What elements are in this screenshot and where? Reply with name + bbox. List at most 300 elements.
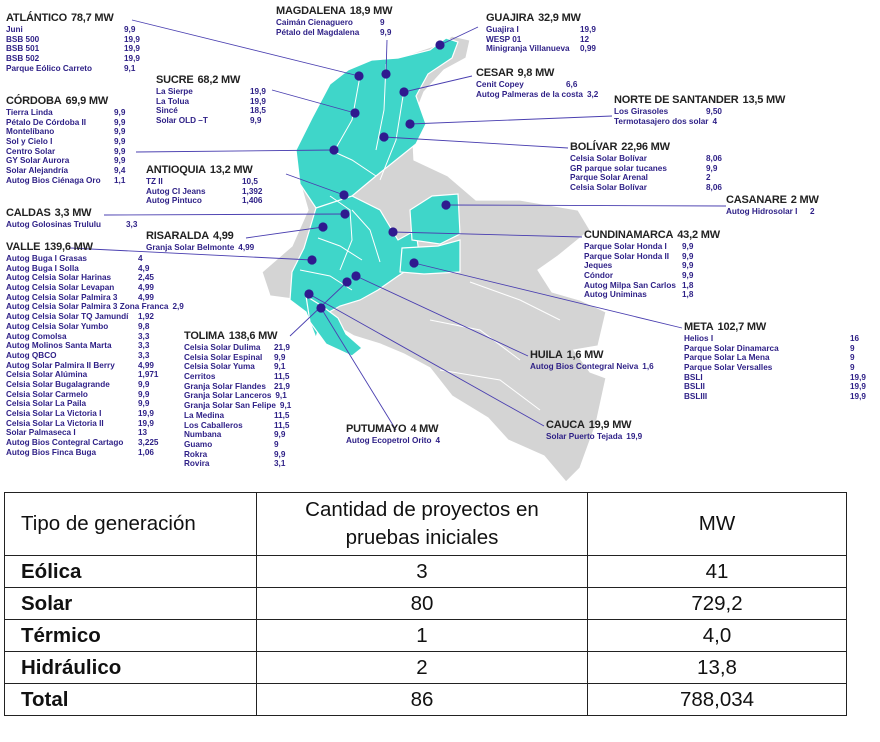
project-row — [6, 108, 144, 118]
project-mw: 3,2 — [586, 89, 599, 99]
cell-cantidad: 1 — [257, 620, 588, 652]
cell-tipo: Total — [5, 684, 257, 716]
project-mw: 19,9 — [626, 432, 643, 441]
project-row — [184, 343, 304, 353]
project-row — [146, 196, 272, 206]
project-row — [6, 332, 168, 342]
project-row — [570, 173, 736, 183]
project-name: Caimán Cienaguero — [276, 18, 353, 27]
project-row — [184, 382, 304, 392]
project-row — [684, 373, 880, 383]
project-row — [6, 25, 154, 35]
project-row — [684, 353, 880, 363]
project-name: Juni — [6, 25, 23, 34]
project-name: Celsia Solar Espinal — [184, 352, 263, 362]
project-row — [6, 341, 168, 351]
project-name: Celsia Solar Bolívar — [570, 154, 647, 163]
project-name: Granja Solar Lanceros — [184, 391, 272, 401]
project-mw: 4,99 — [238, 243, 255, 252]
region-name: CÓRDOBA — [6, 95, 62, 107]
project-row — [146, 187, 272, 197]
region-guajira — [486, 12, 610, 54]
project-name: Autog Ecopetrol Orito — [346, 436, 432, 445]
project-row — [6, 137, 144, 147]
project-row — [486, 25, 610, 35]
project-name: Celsia Solar Dulima — [184, 343, 261, 352]
project-name: Parque Solar Versalles — [684, 363, 773, 373]
project-name: Centro Solar — [6, 146, 56, 156]
project-name: Pétalo del Magdalena — [276, 27, 360, 37]
project-mw: 9,9 — [114, 108, 126, 117]
region-mw: 22,96 MW — [621, 141, 670, 153]
project-name: Tierra Linda — [6, 108, 53, 117]
project-name: Autog Milpa San Carlos — [584, 280, 676, 290]
project-name: Sincé — [156, 106, 178, 116]
project-row — [584, 252, 712, 262]
table-row — [5, 556, 847, 588]
project-mw: 19,9 — [138, 418, 154, 428]
project-mw: 9,1 — [279, 401, 292, 411]
project-row — [156, 87, 280, 97]
region-title — [156, 74, 280, 86]
region-name: NORTE DE SANTANDER — [614, 94, 739, 106]
project-name: Autog Pintuco — [146, 196, 202, 206]
table-row-total — [5, 684, 847, 716]
project-mw: 4,99 — [138, 292, 154, 302]
project-name: GY Solar Aurora — [6, 156, 70, 166]
project-name: La Sierpe — [156, 87, 193, 96]
project-row — [6, 438, 168, 448]
project-row — [6, 419, 168, 429]
project-row — [6, 254, 168, 264]
cell-tipo: Térmico — [5, 620, 257, 652]
project-mw: 9 — [850, 363, 855, 373]
project-row — [6, 283, 168, 293]
project-name: Autog Bios Contegral Neiva — [530, 362, 639, 371]
project-mw: 9 — [850, 343, 855, 353]
region-mw: 68,2 MW — [197, 74, 241, 86]
region-tolima — [184, 330, 304, 469]
project-mw: 9 — [380, 18, 385, 27]
project-name: Guajira I — [486, 25, 519, 34]
project-row — [6, 293, 168, 303]
project-row — [6, 44, 154, 54]
project-name: Autog Molinos Santa Marta — [6, 341, 112, 351]
project-mw: 1,971 — [138, 370, 159, 380]
region-name: CAUCA — [546, 419, 585, 431]
project-name: Helios I — [684, 334, 714, 343]
project-name: La Medina — [184, 410, 225, 420]
project-mw: 3,3 — [138, 350, 150, 360]
project-mw: 21,9 — [274, 343, 290, 352]
region-name: GUAJIRA — [486, 12, 535, 24]
project-name: Los Caballeros — [184, 420, 243, 430]
project-row — [6, 380, 168, 390]
project-name: GR parque solar tucanes — [570, 163, 667, 173]
region-title — [6, 12, 154, 24]
project-name: Autog Celsia Solar Yumbo — [6, 321, 109, 331]
project-mw: 9,9 — [250, 116, 262, 126]
project-row — [6, 127, 144, 137]
region-title — [570, 141, 736, 153]
project-name: Autog Buga I Solla — [6, 263, 79, 273]
project-row — [726, 207, 840, 217]
project-mw: 4 — [712, 116, 718, 126]
region-cundinamarca — [584, 229, 720, 300]
region-title — [6, 95, 144, 107]
project-row — [614, 107, 736, 117]
project-mw: 2,9 — [172, 302, 184, 312]
summary-table — [4, 492, 847, 716]
region-mw: 4 MW — [410, 423, 439, 435]
project-mw: 1,92 — [138, 312, 154, 322]
region-name: CASANARE — [726, 194, 787, 206]
region-mw: 139,6 MW — [44, 241, 93, 253]
table-row — [5, 652, 847, 684]
region-name: META — [684, 321, 714, 333]
project-row — [6, 448, 168, 458]
region-cordoba — [6, 95, 144, 186]
project-mw: 19,9 — [138, 409, 154, 418]
project-name: Solar OLD –T — [156, 116, 208, 126]
project-mw: 19,9 — [124, 34, 140, 44]
project-name: Autog Solar Palmira II Berry — [6, 360, 115, 370]
project-name: Autog Bios Contegral Cartago — [6, 438, 124, 448]
project-name: BSLII — [684, 382, 705, 392]
project-mw: 3,1 — [274, 459, 286, 469]
project-name: BSB 501 — [6, 44, 40, 54]
project-mw: 18,5 — [250, 106, 266, 116]
region-title — [6, 241, 168, 253]
cell-tipo: Eólica — [5, 556, 257, 588]
project-mw: 19,9 — [850, 392, 866, 402]
project-mw: 19,9 — [850, 382, 866, 392]
project-mw: 11,5 — [274, 420, 290, 430]
project-row — [146, 177, 272, 187]
table-row — [5, 620, 847, 652]
project-name: BSLI — [684, 372, 703, 382]
project-row — [6, 35, 154, 45]
project-mw: 11,5 — [274, 410, 290, 420]
project-mw: 9,9 — [274, 430, 286, 440]
project-name: Termotasajero dos solar — [614, 116, 709, 126]
project-mw: 19,9 — [124, 54, 140, 64]
project-mw: 21,9 — [274, 381, 290, 391]
project-row — [486, 44, 610, 54]
region-mw: 19,9 MW — [588, 419, 632, 431]
project-mw: 1,392 — [242, 186, 263, 196]
project-name: Rokra — [184, 449, 208, 459]
project-mw: 1,8 — [682, 280, 694, 290]
project-mw: 9,9 — [682, 261, 694, 271]
project-row — [584, 281, 712, 291]
cell-mw: 729,2 — [588, 588, 847, 620]
project-name: Solar Puerto Tejada — [546, 432, 623, 441]
project-row — [584, 271, 712, 281]
project-row — [276, 18, 410, 28]
project-mw: 9,50 — [706, 107, 722, 116]
project-name: Cóndor — [584, 271, 614, 281]
region-mw: 32,9 MW — [538, 12, 581, 24]
region-cesar — [476, 67, 599, 99]
region-meta — [684, 321, 880, 402]
region-casanare — [726, 194, 840, 217]
project-row — [570, 164, 736, 174]
project-name: Solar Palmaseca I — [6, 428, 76, 438]
project-mw: 9,9 — [114, 137, 126, 147]
region-mw: 78,7 MW — [70, 12, 114, 24]
project-row — [6, 176, 144, 186]
project-name: Celsia Solar La Victoria II — [6, 418, 104, 428]
project-name: Solar Alejandría — [6, 166, 69, 176]
project-name: BSB 500 — [6, 34, 40, 44]
project-mw: 6,6 — [566, 80, 578, 89]
project-name: La Tolua — [156, 96, 190, 106]
project-row — [276, 28, 410, 38]
project-name: Parque Solar Honda I — [584, 242, 667, 251]
project-mw: 19,9 — [250, 87, 266, 96]
project-name: Parque Solar Dinamarca — [684, 343, 779, 353]
project-mw: 4,99 — [138, 283, 154, 293]
project-mw: 19,9 — [250, 96, 266, 106]
project-mw: 1,1 — [114, 175, 126, 185]
project-mw: 9,8 — [138, 321, 150, 331]
project-row — [184, 440, 304, 450]
project-row — [184, 421, 304, 431]
project-row — [6, 399, 168, 409]
project-row — [184, 353, 304, 363]
project-row — [6, 156, 144, 166]
project-mw: 9,9 — [380, 27, 392, 37]
project-mw: 11,5 — [274, 372, 290, 382]
header-cantidad — [257, 493, 588, 556]
region-mw: 3,3 MW — [54, 207, 92, 219]
project-name: Autog Celsia Solar Palmira 3 Zona Franca — [6, 302, 169, 312]
region-name: RISARALDA — [146, 230, 209, 242]
project-row — [530, 362, 654, 372]
project-mw: 9,4 — [114, 166, 126, 176]
project-row — [346, 436, 440, 446]
project-name: Autog Uniminas — [584, 290, 647, 300]
project-name: Pétalo De Córdoba II — [6, 117, 87, 127]
cell-tipo: Hidráulico — [5, 652, 257, 684]
project-name: Celsia Solar Yuma — [184, 362, 255, 372]
project-row — [184, 450, 304, 460]
project-row — [546, 432, 642, 442]
cell-mw: 13,8 — [588, 652, 847, 684]
project-name: WESP 01 — [486, 34, 522, 44]
project-row — [6, 273, 168, 283]
region-title — [6, 207, 156, 219]
project-row — [184, 372, 304, 382]
project-mw: 9 — [274, 439, 279, 449]
project-mw: 9,9 — [682, 242, 694, 251]
project-mw: 9,9 — [274, 449, 286, 459]
project-name: Parque Solar Honda II — [584, 251, 670, 261]
project-mw: 4,9 — [138, 263, 150, 273]
project-row — [6, 264, 168, 274]
region-title — [530, 349, 654, 361]
project-mw: 9,9 — [138, 389, 150, 399]
project-mw: 3,225 — [138, 438, 159, 448]
project-name: Autog Celsia Solar Palmira 3 — [6, 292, 118, 302]
project-mw: 9,9 — [682, 271, 694, 281]
project-row — [6, 351, 168, 361]
project-row — [6, 361, 168, 371]
project-row — [684, 392, 880, 402]
region-atlantico — [6, 12, 154, 73]
project-mw: 9,9 — [682, 251, 694, 261]
region-norte-de-santander — [614, 94, 785, 126]
region-mw: 13,2 MW — [209, 164, 253, 176]
project-mw: 4,99 — [138, 360, 154, 370]
region-title — [684, 321, 880, 333]
project-row — [156, 106, 280, 116]
region-name: MAGDALENA — [276, 5, 346, 17]
project-name: Cerritos — [184, 372, 216, 382]
project-mw: 9,9 — [124, 25, 136, 34]
project-mw: 3,3 — [126, 220, 138, 229]
project-name: Sol y Cielo I — [6, 137, 53, 147]
region-valle — [6, 241, 184, 457]
project-row — [6, 147, 144, 157]
region-huila — [530, 349, 654, 372]
project-row — [570, 154, 736, 164]
region-title — [146, 164, 272, 176]
project-name: Autog Hidrosolar I — [726, 207, 798, 216]
project-mw: 1,6 — [642, 362, 654, 371]
region-mw: 18,9 MW — [349, 5, 393, 17]
region-name: TOLIMA — [184, 330, 225, 342]
project-row — [584, 242, 712, 252]
project-mw: 2,45 — [138, 273, 154, 283]
project-name: Autog CI Jeans — [146, 186, 206, 196]
project-name: Autog Celsia Solar TQ Jamundí — [6, 312, 129, 322]
project-mw: 9,9 — [138, 399, 150, 409]
cell-cantidad: 80 — [257, 588, 588, 620]
project-mw: 9,9 — [114, 146, 126, 156]
project-name: Jeques — [584, 261, 613, 271]
project-name: BSLIII — [684, 392, 708, 402]
cell-cantidad: 3 — [257, 556, 588, 588]
region-name: BOLÍVAR — [570, 141, 618, 153]
project-row — [6, 370, 168, 380]
project-mw: 19,9 — [580, 25, 596, 34]
region-title — [546, 419, 642, 431]
project-name: Celsia Solar La Paila — [6, 399, 87, 409]
project-name: Numbana — [184, 430, 222, 440]
region-putumayo — [346, 423, 440, 446]
project-name: Rovira — [184, 459, 210, 469]
project-mw: 9,9 — [138, 379, 150, 389]
project-mw: 9,1 — [275, 391, 287, 401]
project-row — [6, 166, 144, 176]
project-name: BSB 502 — [6, 54, 40, 64]
project-row — [184, 430, 304, 440]
region-title — [346, 423, 440, 435]
project-name: Granja Solar San Felipe — [184, 401, 276, 411]
table-row — [5, 588, 847, 620]
project-mw: 13 — [138, 428, 148, 438]
project-row — [184, 362, 304, 372]
project-row — [486, 35, 610, 45]
project-name: Granja Solar Flandes — [184, 381, 266, 391]
project-mw: 16 — [850, 334, 860, 343]
region-name: ATLÁNTICO — [6, 12, 67, 24]
region-mw: 13,5 MW — [742, 94, 786, 106]
project-mw: 12 — [580, 34, 590, 44]
project-row — [6, 312, 168, 322]
region-mw: 4,99 — [212, 230, 234, 242]
project-name: Autog Bios Finca Buga — [6, 447, 97, 457]
header-mw: MW — [588, 493, 847, 556]
project-name: Los Girasoles — [614, 107, 669, 116]
project-name: Autog Bios Ciénaga Oro — [6, 175, 101, 185]
region-name: ANTIOQUIA — [146, 164, 206, 176]
project-name: Granja Solar Belmonte — [146, 243, 235, 252]
region-title — [486, 12, 610, 24]
project-row — [684, 344, 880, 354]
project-mw: 3,3 — [138, 341, 150, 351]
project-name: Parque Solar La Mena — [684, 353, 770, 363]
project-mw: 9,9 — [114, 117, 126, 127]
region-title — [476, 67, 596, 79]
project-row — [6, 302, 184, 312]
cell-mw: 41 — [588, 556, 847, 588]
project-row — [684, 334, 880, 344]
project-name: Celsia Solar Carmelo — [6, 389, 88, 399]
cell-mw: 788,034 — [588, 684, 847, 716]
region-mw: 138,6 MW — [228, 330, 278, 342]
project-mw: 2 — [706, 173, 711, 183]
project-row — [6, 409, 168, 419]
project-name: TZ II — [146, 177, 163, 186]
project-mw: 9,9 — [114, 156, 126, 166]
project-mw: 9,1 — [274, 362, 286, 372]
project-row — [184, 401, 304, 411]
project-name: Cenit Copey — [476, 80, 524, 89]
project-mw: 0,99 — [580, 44, 596, 54]
region-name: PUTUMAYO — [346, 423, 407, 435]
project-name: Autog Golosinas Trululu — [6, 220, 102, 229]
region-caldas — [6, 207, 156, 230]
project-row — [476, 89, 599, 100]
project-mw: 8,06 — [706, 183, 722, 193]
region-name: CESAR — [476, 67, 514, 79]
project-mw: 4 — [138, 254, 143, 263]
region-sucre — [156, 74, 280, 126]
cell-mw: 4,0 — [588, 620, 847, 652]
project-name: Autog Buga I Grasas — [6, 254, 87, 263]
project-row — [6, 64, 154, 74]
region-name: SUCRE — [156, 74, 194, 86]
project-mw: 9,9 — [114, 127, 126, 137]
cell-cantidad: 86 — [257, 684, 588, 716]
project-name: Celsia Solar Alúmina — [6, 370, 88, 380]
region-mw: 9,8 MW — [517, 67, 555, 79]
project-row — [6, 322, 168, 332]
project-row — [684, 382, 880, 392]
project-mw: 1,406 — [242, 196, 263, 206]
project-row — [476, 80, 596, 90]
header-cantidad-text: Cantidad de proyectos en pruebas iniciales — [305, 498, 539, 549]
project-row — [614, 117, 736, 127]
region-mw: 2 MW — [790, 194, 819, 206]
project-mw: 9,9 — [706, 163, 718, 173]
project-name: Montelíbano — [6, 127, 55, 137]
region-antioquia — [146, 164, 272, 206]
header-tipo: Tipo de generación — [5, 493, 257, 556]
